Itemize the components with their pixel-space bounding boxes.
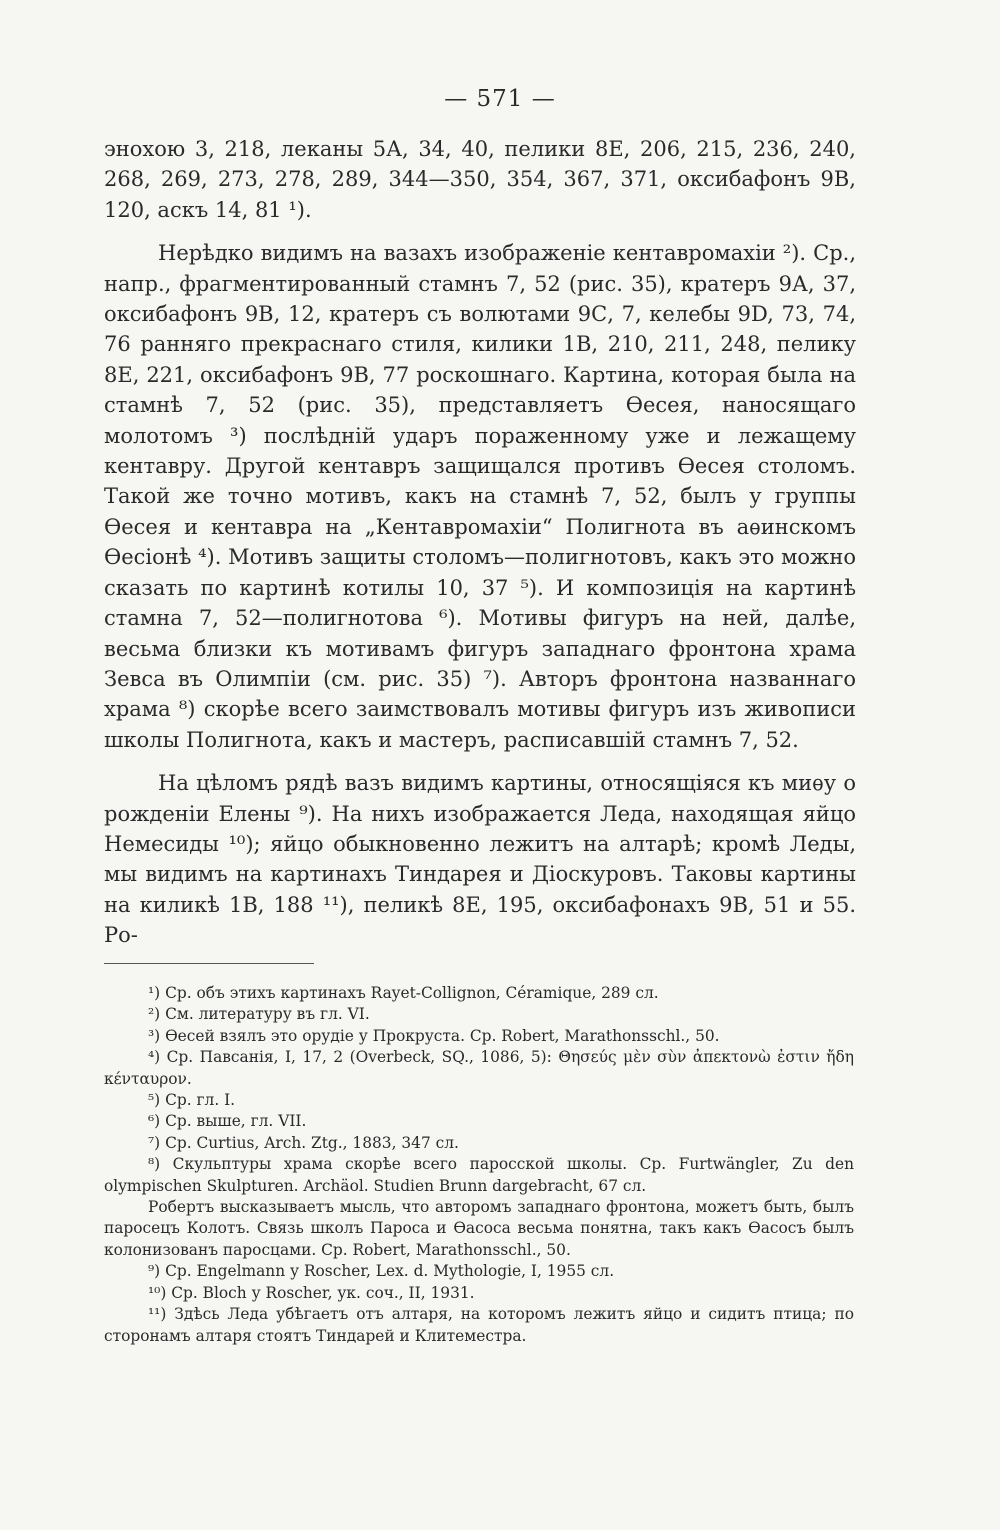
footnote-10: ¹⁰) Ср. Bloch у Roscher, ук. соч., II, 1931. [148,1283,475,1302]
footnote-9: ⁹) Ср. Engelmann у Roscher, Lex. d. Mythologie, I, 1955 сл. [148,1262,615,1281]
paragraph-2: Нерѣдко видимъ на вазахъ изображеніе кентавромахіи ²). Ср., напр., фрагментированный стамнъ 7, 52 (рис. 35), кратеръ 9А, 37, оксибафонъ 9В, 12, кратеръ съ волютами 9С, 7, келебы 9D, 73, 74, 76 ранняго прекраснаго стиля, килики 1В, 210, 211, 248, пелику 8Е, 221, оксибафонъ 9В, 77 роскошнаго. Картина, которая была на стамнѣ 7, 52 (рис. 35), представляетъ Ѳесея, наносящаго молотомъ ³) послѣдній ударъ пораженному уже и лежащему кентавру. Другой кентавръ защищался противъ Ѳесея столомъ. Такой же точно мотивъ, какъ на стамнѣ 7, 52, былъ у группы Ѳесея и кентавра на „Кентавромахіи“ Полигнота въ аѳинскомъ Ѳесіонѣ ⁴). Мотивъ защиты столомъ—полигнотовъ, какъ это можно сказать по картинѣ котилы 10, 37 ⁵). И композиція на картинѣ стамна 7, 52—полигнотова ⁶). Мотивы фигуръ на ней, далѣе, весьма близки къ мотивамъ фигуръ западнаго фронтона храма Зевса въ Олимпіи (см. рис. 35) ⁷). Авторъ фронтона названнаго храма ⁸) скорѣе всего заимствовалъ мотивы фигуръ изъ живописи школы Полигнота, какъ и мастеръ, расписавшій стамнъ 7, 52. [104,241,856,752]
footnote-3: ³) Ѳесей взялъ это орудіе у Прокруста. Ср. Robert, Marathonsschl., 50. [148,1026,720,1045]
footnote-11: ¹¹) Здѣсь Леда убѣгаетъ отъ алтаря, на которомъ лежитъ яйцо и сидитъ птица; по сторонамъ алтаря стоятъ Тиндарей и Клитеместра. [104,1305,854,1345]
paragraph-3: На цѣломъ рядѣ вазъ видимъ картины, относящіяся къ миѳу о рожденіи Елены ⁹). На нихъ изображается Леда, находящая яйцо Немесиды ¹⁰); яйцо обыкновенно лежитъ на алтарѣ; кромѣ Леды, мы видимъ на картинахъ Тиндарея и Діоскуровъ. Таковы картины на киликѣ 1В, 188 ¹¹), пеликѣ 8Е, 195, оксибафонахъ 9В, 51 и 55. Ро- [104,771,856,948]
footnote-8-continuation: Робертъ высказываетъ мысль, что авторомъ западнаго фронтона, можетъ быть, былъ паросецъ Колотъ. Связь школъ Пароса и Ѳасоса весьма понятна, такъ какъ Ѳасосъ былъ колонизованъ паросцами. Ср. Robert, Marathonsschl., 50. [104,1198,854,1259]
footnote-divider [104,963,314,964]
footnote-8: ⁸) Скульптуры храма скорѣе всего паросской школы. Ср. Furtwängler, Zu den olympischen Skulpturen. Archäol. Studien Brunn dargebracht, 67 сл. [104,1155,854,1195]
footnote-2: ²) См. литературу въ гл. VI. [148,1005,370,1024]
footnote-4: ⁴) Ср. Павсанія, I, 17, 2 (Overbeck, SQ., 1086, 5): Θησεύς μὲν σὺν ἀπεκτονὼ ἐστιν ἤδη κένταυρον. [104,1048,854,1088]
main-text [104,134,856,964]
footnote-5: ⁵) Ср. гл. I. [148,1091,236,1110]
footnote-7: ⁷) Ср. Curtius, Arch. Ztg., 1883, 347 сл. [148,1133,459,1152]
paragraph-1: энохою 3, 218, леканы 5А, 34, 40, пелики 8Е, 206, 215, 236, 240, 268, 269, 273, 278, 289, 344—350, 354, 367, 371, оксибафонъ 9В, 120, аскъ 14, 81 ¹). [104,137,856,222]
footnotes [104,983,854,1347]
footnote-1: ¹) Ср. объ этихъ картинахъ Rayet-Collignon, Céramique, 289 сл. [148,984,659,1002]
page-number: — 571 — [444,86,556,112]
footnote-6: ⁶) Ср. выше, гл. VII. [148,1112,307,1131]
